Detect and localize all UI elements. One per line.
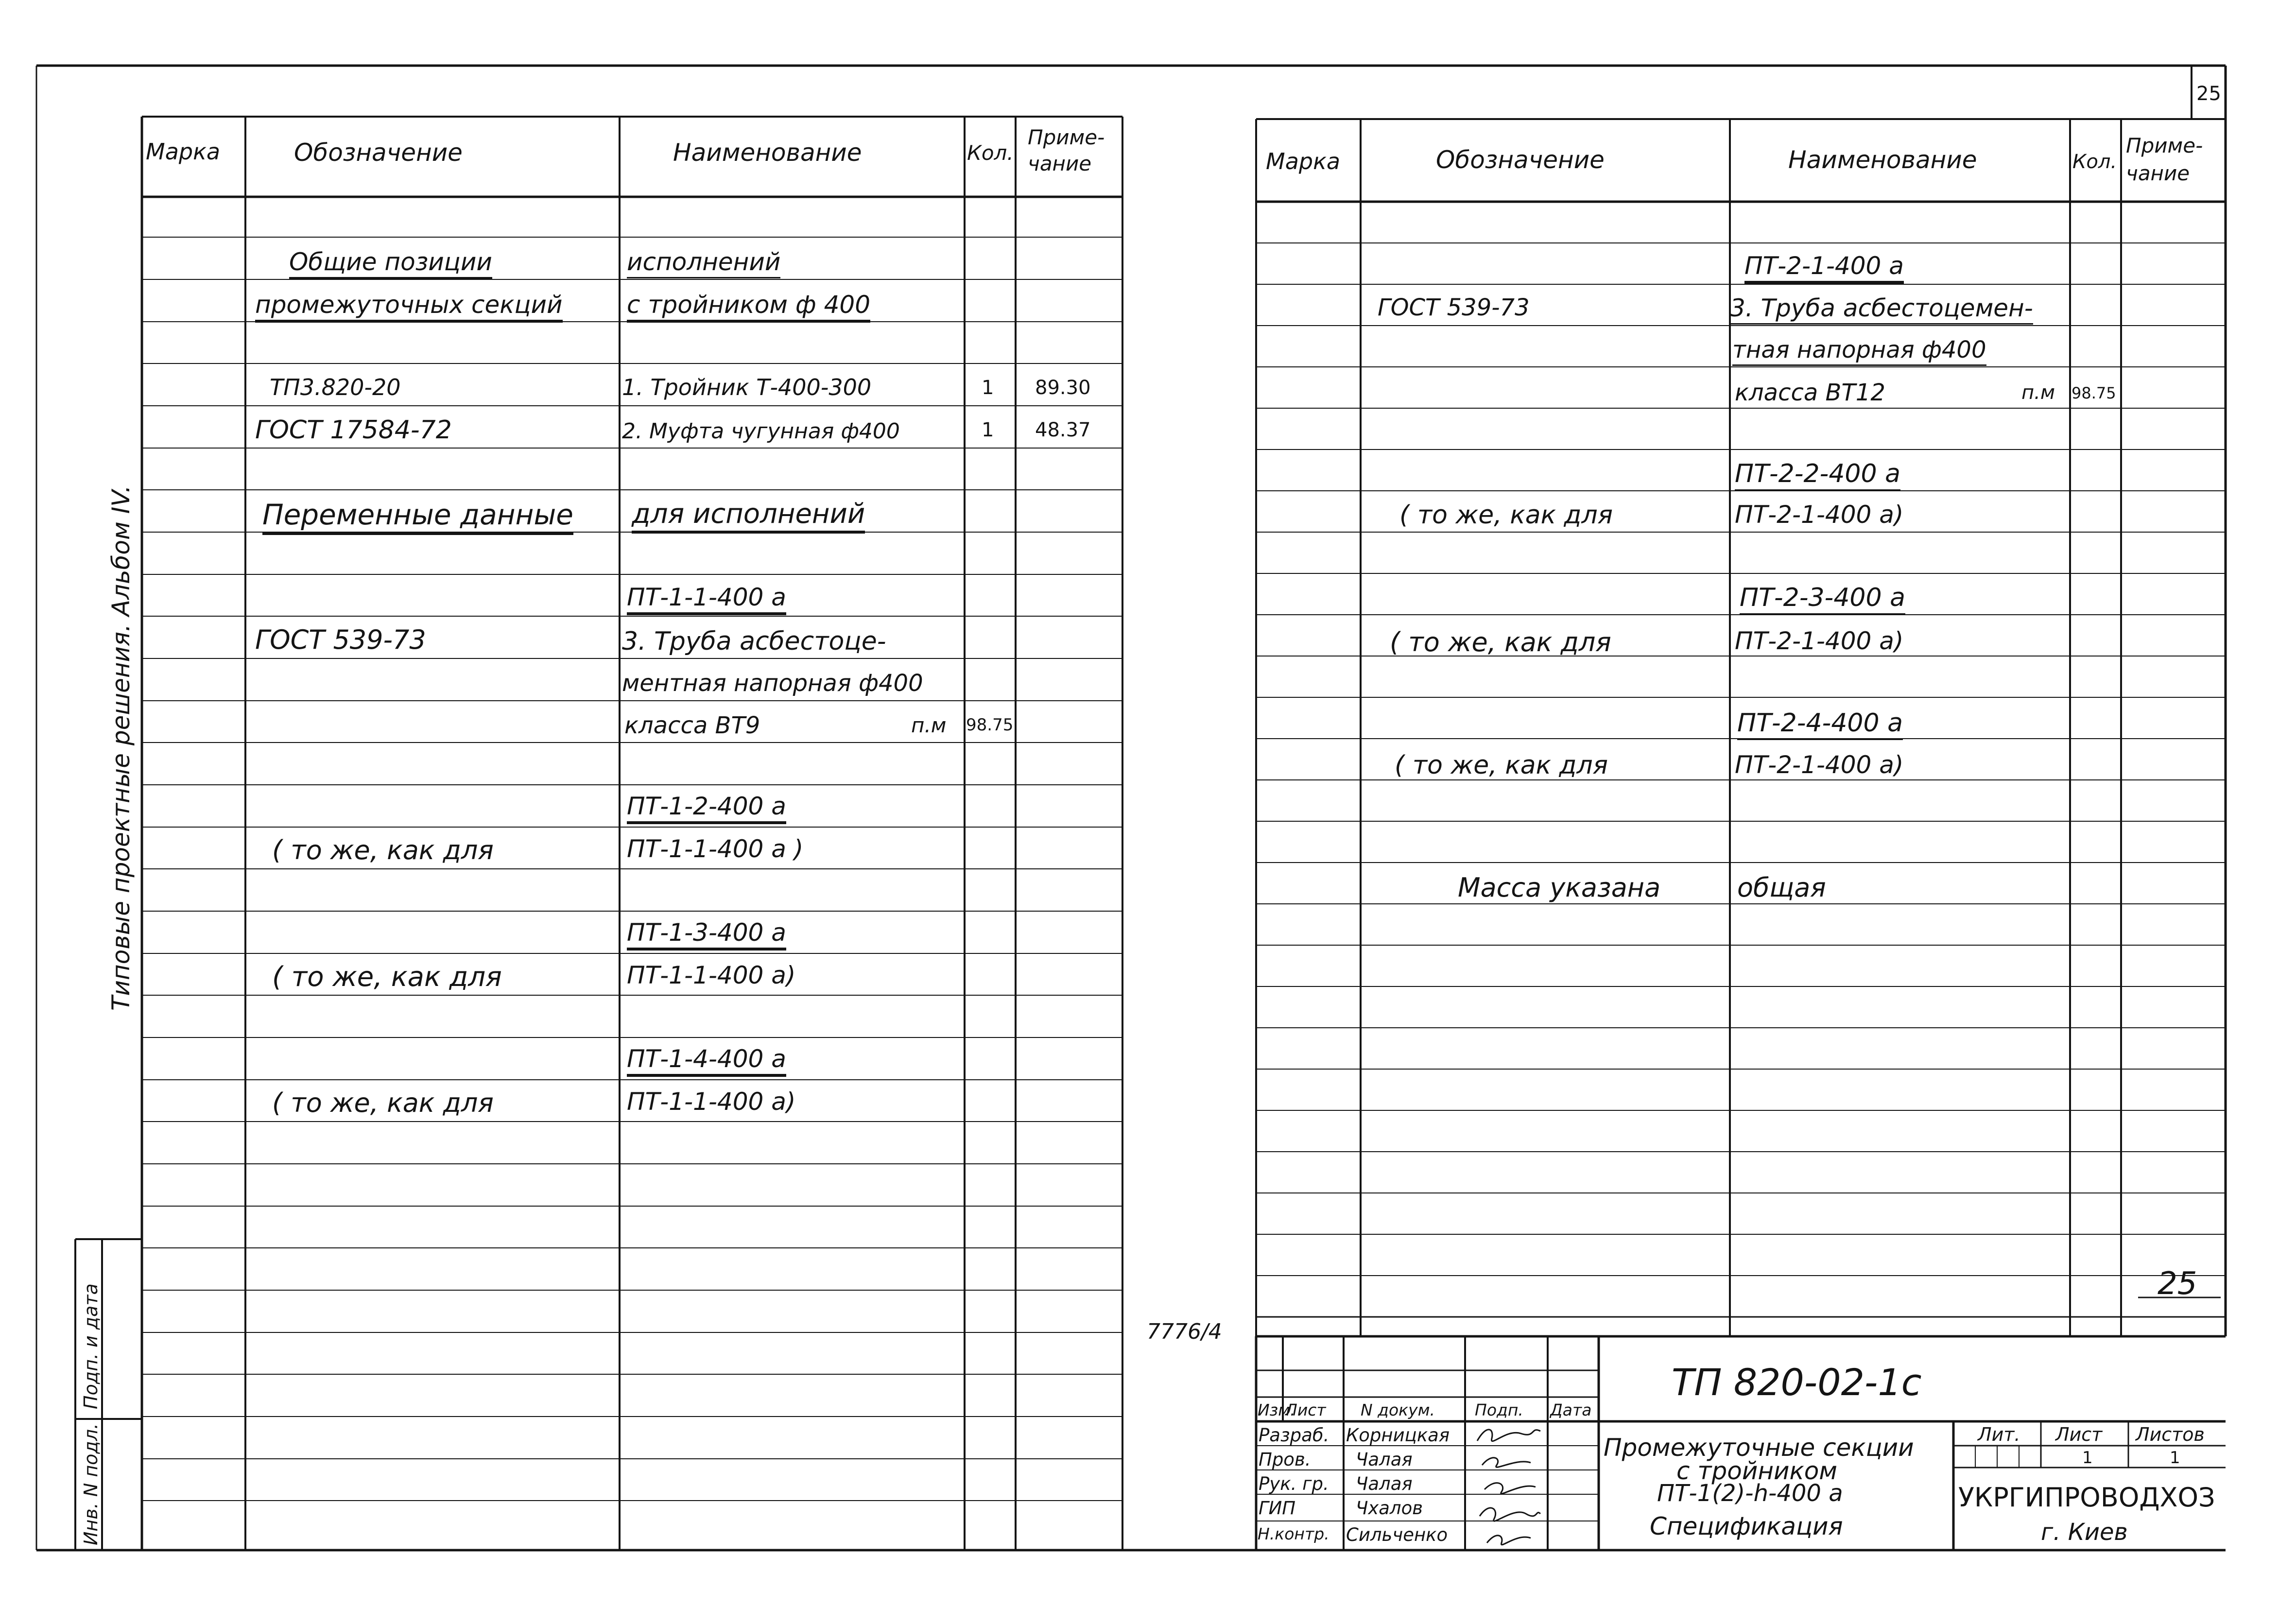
pipe-name-line-2: тная напорная ф400 <box>1732 336 1986 366</box>
pipe-gost: ГОСТ 539-73 <box>1378 294 1530 321</box>
header-kol: Кол. <box>2072 151 2117 173</box>
same-as-note-1: ( то же, как для <box>272 835 494 865</box>
role-checker: Пров. <box>1259 1449 1311 1470</box>
header-prim-2: чание <box>2126 161 2190 185</box>
tee-designation: ТП3.820-20 <box>270 374 401 400</box>
pipe-gost: ГОСТ 539-73 <box>255 624 426 655</box>
mass-note-a: Масса указана <box>1458 872 1661 903</box>
pipe-name-line-1: 3. Труба асбестоце- <box>622 627 886 656</box>
sheet-value: 1 <box>2082 1448 2093 1468</box>
same-as-note-2: ( то же, как для <box>272 961 502 993</box>
header-marka: Марка <box>146 138 221 165</box>
section-pt-2-3-heading: ПТ-2-3-400 а <box>1740 583 1905 615</box>
city-name: г. Киев <box>2041 1519 2128 1546</box>
role-norm-control: Н.контр. <box>1258 1524 1329 1543</box>
same-as-note-2: ( то же, как для <box>1390 627 1611 657</box>
pipe-quantity: 98.75 <box>2072 384 2116 402</box>
header-naimenovanie: Наименование <box>673 138 862 167</box>
col-data-label: Дата <box>1550 1400 1592 1419</box>
section-pt-2-2-heading: ПТ-2-2-400 а <box>1735 459 1900 491</box>
document-code: ТП 820-02-1с <box>1672 1361 1922 1404</box>
organization-name: УКРГИПРОВОДХОЗ <box>1958 1482 2215 1513</box>
title-line-2: с тройником <box>1676 1457 1838 1485</box>
header-kol: Кол. <box>967 141 1014 165</box>
role-developer: Разраб. <box>1259 1425 1329 1446</box>
header-oboznachenie: Обозначение <box>1436 146 1605 174</box>
variable-data-label-b: для исполнений <box>632 498 865 534</box>
same-as-reference-2: ПТ-2-1-400 а) <box>1735 627 1904 655</box>
inventory-number-label: Инв. N подл. <box>80 1423 102 1545</box>
role-group-lead: Рук. гр. <box>1259 1473 1329 1494</box>
name-checker: Чалая <box>1356 1449 1413 1470</box>
header-prim-2: чание <box>1028 152 1092 175</box>
page-number-corner: 25 <box>2158 1266 2197 1302</box>
sheets-value: 1 <box>2170 1448 2180 1468</box>
title-line-4: Спецификация <box>1650 1512 1843 1540</box>
section-pt-2-1-heading: ПТ-2-1-400 а <box>1744 252 1904 284</box>
variable-data-label-a: Переменные данные <box>262 498 573 535</box>
pipe-name-line-3: класса ВТ9 <box>624 712 760 739</box>
sign-date-label: Подп. и дата <box>80 1283 102 1409</box>
sheet-label: Лист <box>2055 1424 2103 1445</box>
same-as-reference-1: ПТ-1-1-400 а ) <box>627 835 804 863</box>
name-norm-control: Сильченко <box>1346 1524 1448 1545</box>
lit-label: Лит. <box>1978 1424 2020 1445</box>
col-list-label: Лист <box>1285 1400 1326 1419</box>
general-positions-label-a: Общие позиции <box>289 248 492 280</box>
header-naimenovanie: Наименование <box>1788 146 1977 174</box>
coupling-gost: ГОСТ 17584-72 <box>255 415 452 445</box>
same-as-reference-2: ПТ-1-1-400 а) <box>627 961 796 989</box>
same-as-reference-3: ПТ-2-1-400 а) <box>1735 751 1904 779</box>
section-pt-2-4-heading: ПТ-2-4-400 а <box>1737 708 1903 740</box>
title-line-3: ПТ-1(2)-h-400 а <box>1657 1480 1843 1507</box>
tee-mass: 89.30 <box>1035 377 1091 399</box>
name-group-lead: Чалая <box>1356 1473 1413 1494</box>
coupling-name: 2. Муфта чугунная ф400 <box>622 419 900 444</box>
pipe-name-line-1: 3. Труба асбестоцемен- <box>1730 294 2033 325</box>
general-positions-label-b: исполнений <box>627 248 780 278</box>
same-as-reference-3: ПТ-1-1-400 а) <box>627 1088 796 1116</box>
title-line-1: Промежуточные секции <box>1604 1434 1914 1462</box>
pipe-name-line-3: класса ВТ12 <box>1735 379 1885 406</box>
section-pt-1-1-heading: ПТ-1-1-400 а <box>627 583 786 615</box>
coupling-mass: 48.37 <box>1035 419 1091 441</box>
pipe-quantity: 98.75 <box>966 715 1014 735</box>
pipe-unit: п.м <box>911 713 947 737</box>
intermediate-sections-label-b: с тройником ф 400 <box>627 291 870 323</box>
header-oboznachenie: Обозначение <box>294 138 463 167</box>
tee-quantity: 1 <box>982 377 994 399</box>
same-as-note-3: ( то же, как для <box>1395 751 1608 780</box>
col-ndoc-label: N докум. <box>1361 1400 1435 1419</box>
header-marka: Марка <box>1266 148 1341 174</box>
role-chief-engineer: ГИП <box>1259 1498 1296 1519</box>
section-pt-1-4-heading: ПТ-1-4-400 а <box>627 1045 786 1077</box>
same-as-note-1: ( то же, как для <box>1399 501 1613 530</box>
same-as-reference-1: ПТ-2-1-400 а) <box>1735 501 1904 529</box>
album-side-note: Типовые проектные решения. Альбом IV. <box>107 485 135 1011</box>
intermediate-sections-label-a: промежуточных секций <box>255 291 563 323</box>
section-pt-1-3-heading: ПТ-1-3-400 а <box>627 918 786 950</box>
archive-number: 7776/4 <box>1147 1319 1222 1344</box>
signatures <box>1467 1419 1548 1550</box>
col-izm-label: Изм. <box>1258 1400 1295 1419</box>
section-pt-1-2-heading: ПТ-1-2-400 а <box>627 792 786 824</box>
sheets-label: Листов <box>2136 1424 2205 1445</box>
tee-name: 1. Тройник Т-400-300 <box>622 374 872 400</box>
pipe-unit: п.м <box>2021 381 2055 404</box>
pipe-name-line-2: ментная напорная ф400 <box>622 670 923 697</box>
coupling-quantity: 1 <box>982 419 994 441</box>
header-prim-1: Приме- <box>1028 125 1105 149</box>
name-developer: Корницкая <box>1346 1425 1450 1446</box>
name-chief-engineer: Чхалов <box>1356 1498 1423 1519</box>
same-as-note-3: ( то же, как для <box>272 1088 494 1118</box>
col-podp-label: Подп. <box>1475 1400 1523 1419</box>
header-prim-1: Приме- <box>2126 134 2203 157</box>
page-number: 25 <box>2196 83 2221 105</box>
mass-note-b: общая <box>1737 872 1826 903</box>
